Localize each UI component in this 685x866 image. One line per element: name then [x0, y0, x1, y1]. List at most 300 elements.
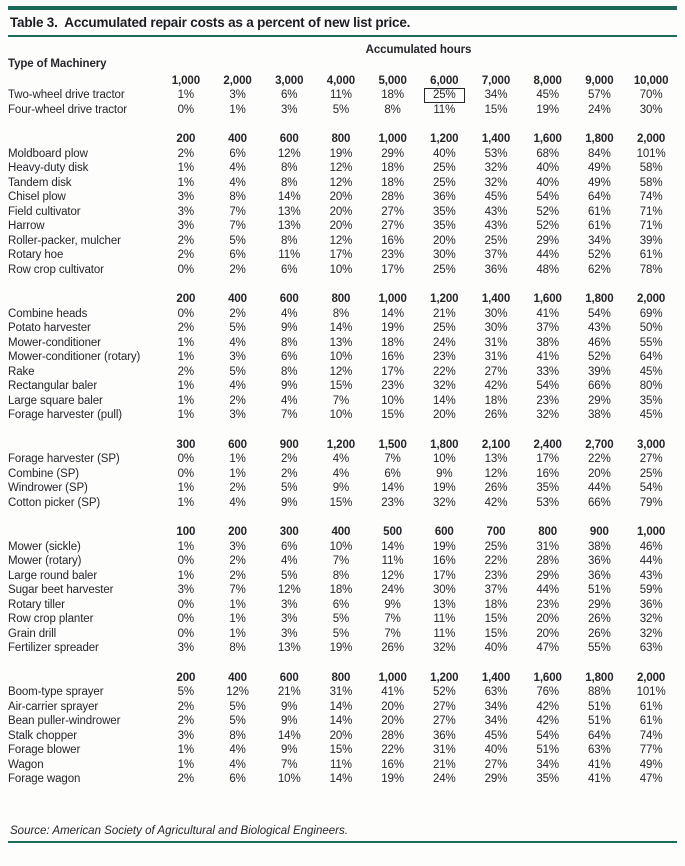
value-cell: 5% [281, 482, 298, 494]
value-cell: 30% [484, 307, 508, 320]
value-cell: 3% [229, 409, 246, 421]
value-cell: 5% [229, 715, 246, 727]
value-cell: 52% [588, 351, 611, 363]
value-cell: 1% [177, 89, 195, 101]
value-cell: 12% [329, 234, 353, 247]
value-cell: 8% [229, 191, 246, 203]
value-cell: 13% [277, 205, 301, 218]
hours-header-cell: 9,000 [585, 74, 614, 87]
value-cell: 18% [381, 89, 404, 101]
value-cell: 3% [177, 729, 195, 742]
value-cell: 6% [229, 773, 246, 785]
value-cell: 40% [484, 642, 508, 654]
value-cell: 26% [484, 409, 508, 421]
value-cell: 32% [432, 496, 456, 509]
value-cell: 3% [229, 351, 246, 363]
value-cell: 33% [536, 365, 560, 378]
hours-header-cell: 200 [176, 133, 196, 145]
value-cell: 24% [588, 103, 611, 116]
value-cell: 27% [484, 758, 508, 771]
value-cell: 43% [639, 569, 663, 582]
value-cell: 23% [432, 351, 456, 363]
value-cell: 0% [177, 467, 195, 480]
value-cell: 14% [329, 773, 353, 785]
value-cell: 4% [229, 336, 246, 349]
hours-header-cell: 800 [331, 133, 351, 145]
value-cell: 11% [433, 627, 456, 640]
value-cell: 13% [277, 642, 301, 654]
value-cell: 71% [639, 220, 663, 232]
value-cell: 1% [229, 598, 246, 611]
machinery-label: Boom-type sprayer [8, 686, 104, 698]
hours-header-cell: 1,400 [481, 671, 511, 684]
value-cell: 58% [639, 176, 663, 189]
value-cell: 9% [281, 380, 298, 392]
table-row [8, 349, 677, 364]
value-cell: 51% [588, 584, 611, 596]
value-cell: 5% [332, 627, 350, 640]
value-cell: 16% [381, 351, 404, 363]
hours-header-cell: 1,000 [636, 526, 666, 538]
table-body [8, 70, 677, 785]
value-cell: 13% [484, 453, 508, 465]
machinery-label: Forage harvester (SP) [8, 453, 120, 465]
value-cell: 0% [177, 598, 195, 611]
value-cell: 54% [639, 482, 663, 494]
value-cell: 3% [177, 205, 195, 218]
value-cell: 20% [381, 700, 404, 713]
bottom-rule [8, 841, 677, 843]
value-cell: 9% [384, 598, 401, 611]
hours-header-row [8, 509, 677, 539]
value-cell: 41% [381, 686, 404, 698]
value-cell: 5% [177, 686, 195, 698]
type-header-row [8, 56, 677, 71]
value-cell: 61% [639, 715, 663, 727]
value-cell: 22% [484, 555, 508, 567]
value-cell: 1% [177, 496, 195, 509]
value-cell: 54% [536, 191, 560, 203]
value-cell: 25% [484, 540, 508, 553]
value-cell: 16% [536, 467, 560, 480]
value-cell: 1% [177, 162, 195, 174]
table-row [8, 320, 677, 335]
value-cell: 61% [639, 249, 663, 261]
value-cell: 29% [536, 569, 560, 582]
value-cell: 20% [329, 729, 353, 742]
value-cell: 8% [229, 729, 246, 742]
machinery-label: Two-wheel drive tractor [8, 89, 125, 101]
table-row [8, 87, 677, 102]
value-cell: 32% [432, 380, 456, 392]
value-cell: 38% [588, 409, 611, 421]
value-cell: 2% [281, 467, 298, 480]
value-cell: 5% [332, 613, 350, 625]
table-row [8, 101, 677, 116]
hours-header-row [8, 654, 677, 684]
value-cell: 37% [484, 584, 508, 596]
value-cell: 1% [177, 394, 195, 407]
machinery-label: Fertilizer spreader [8, 642, 99, 654]
value-cell: 101% [636, 147, 666, 160]
value-cell: 4% [229, 380, 246, 392]
value-cell: 42% [484, 496, 508, 509]
value-cell: 34% [484, 715, 508, 727]
value-cell: 74% [639, 191, 663, 203]
value-cell: 0% [177, 263, 195, 276]
hours-header-cell: 1,800 [430, 438, 459, 451]
value-cell: 8% [281, 365, 298, 378]
value-cell: 4% [281, 394, 298, 407]
value-cell: 29% [588, 394, 611, 407]
value-cell: 17% [536, 453, 560, 465]
hours-header-cell: 1,800 [585, 133, 614, 145]
value-cell: 25% [432, 322, 456, 334]
value-cell: 1% [177, 351, 195, 363]
hours-header-cell: 1,800 [585, 293, 614, 305]
hours-header-cell: 1,200 [430, 133, 459, 145]
value-cell: 3% [177, 584, 195, 596]
value-cell: 15% [329, 496, 353, 509]
machinery-label: Row crop planter [8, 613, 94, 625]
machinery-label: Sugar beet harvester [8, 584, 114, 596]
value-cell: 2% [177, 365, 195, 378]
value-cell: 21% [432, 307, 456, 320]
machinery-label: Forage harvester (pull) [8, 409, 123, 421]
hours-header-cell: 4,000 [326, 74, 356, 87]
value-cell: 52% [432, 686, 456, 698]
value-cell: 0% [177, 555, 195, 567]
value-cell: 35% [639, 394, 663, 407]
value-cell: 8% [281, 176, 298, 189]
value-cell: 13% [329, 336, 353, 349]
value-cell: 15% [484, 613, 508, 625]
value-cell: 3% [229, 540, 246, 553]
value-cell: 54% [536, 380, 560, 392]
value-cell: 26% [381, 642, 404, 654]
value-cell: 74% [639, 729, 663, 742]
table-row [8, 247, 677, 262]
value-cell: 44% [536, 249, 560, 261]
value-cell: 23% [381, 249, 404, 261]
value-cell: 20% [588, 467, 611, 480]
hours-header-cell: 600 [279, 293, 299, 305]
hours-header-cell: 400 [228, 671, 247, 684]
value-cell: 10% [329, 409, 353, 421]
value-cell: 34% [484, 700, 508, 713]
value-cell: 1% [177, 569, 195, 582]
machinery-label: Roller-packer, mulcher [8, 234, 121, 247]
value-cell: 27% [432, 715, 456, 727]
value-cell: 54% [588, 307, 611, 320]
machinery-label: Combine (SP) [8, 467, 80, 480]
hours-header-cell: 600 [279, 671, 299, 684]
value-cell: 9% [281, 496, 298, 509]
value-cell: 53% [536, 496, 560, 509]
value-cell: 32% [484, 176, 508, 189]
hours-header-spacer [8, 421, 160, 451]
hours-header-cell: 400 [228, 293, 247, 305]
value-cell: 10% [432, 453, 456, 465]
value-cell: 14% [381, 482, 404, 494]
value-cell: 2% [177, 700, 195, 713]
hours-header-cell: 2,400 [533, 438, 562, 451]
value-cell: 18% [381, 176, 404, 189]
value-cell: 20% [536, 627, 560, 640]
value-cell: 41% [536, 351, 560, 363]
value-cell: 12% [277, 584, 301, 596]
value-cell: 11% [381, 555, 404, 567]
value-cell: 31% [536, 540, 560, 553]
value-cell: 5% [281, 569, 298, 582]
value-cell: 5% [229, 365, 246, 378]
hours-header-cell: 300 [279, 526, 299, 538]
table-row [8, 582, 677, 597]
value-cell: 2% [177, 234, 195, 247]
value-cell: 45% [484, 191, 508, 203]
value-cell: 34% [484, 89, 508, 101]
table-row [8, 625, 677, 640]
table-row [8, 567, 677, 582]
machinery-label: Rotary hoe [8, 249, 64, 261]
value-cell: 25% [432, 176, 456, 189]
value-cell: 27% [639, 453, 663, 465]
value-cell: 52% [536, 220, 560, 232]
machinery-label: Wagon [8, 758, 44, 771]
value-cell: 40% [536, 176, 560, 189]
value-cell: 41% [536, 307, 560, 320]
value-cell: 3% [177, 220, 195, 232]
value-cell: 42% [536, 715, 560, 727]
value-cell: 20% [432, 234, 456, 247]
value-cell: 17% [381, 263, 404, 276]
value-cell: 1% [177, 540, 195, 553]
value-cell: 36% [484, 263, 508, 276]
value-cell: 2% [229, 394, 246, 407]
value-cell: 23% [536, 394, 560, 407]
value-cell: 29% [381, 147, 404, 160]
hours-header-cell: 100 [176, 526, 196, 538]
value-cell: 2% [177, 322, 195, 334]
value-cell: 6% [229, 147, 246, 160]
hours-header-cell: 8,000 [533, 74, 562, 87]
value-cell: 1% [177, 744, 195, 756]
value-cell: 14% [277, 191, 301, 203]
value-cell: 11% [433, 103, 456, 116]
value-cell: 26% [588, 627, 611, 640]
table-row [8, 232, 677, 247]
hours-header-cell: 7,000 [481, 74, 511, 87]
value-cell: 10% [329, 540, 353, 553]
hours-header-row [8, 116, 677, 146]
machinery-label: Rectangular baler [8, 380, 98, 392]
hours-header-cell: 1,600 [533, 671, 562, 684]
machinery-label: Large square baler [8, 394, 103, 407]
value-cell: 46% [639, 540, 663, 553]
hours-header-spacer [8, 70, 160, 87]
value-cell: 40% [536, 162, 560, 174]
value-cell: 2% [281, 453, 298, 465]
value-cell: 36% [432, 729, 456, 742]
machinery-label: Four-wheel drive tractor [8, 103, 128, 116]
value-cell: 19% [329, 642, 353, 654]
value-cell: 45% [639, 365, 663, 378]
hours-header-cell: 1,000 [171, 74, 200, 87]
value-cell: 4% [229, 496, 246, 509]
value-cell: 5% [229, 234, 246, 247]
value-cell: 40% [484, 744, 508, 756]
machinery-label: Heavy-duty disk [8, 162, 89, 174]
value-cell: 84% [588, 147, 611, 160]
table-row [8, 684, 677, 699]
value-cell: 8% [281, 162, 298, 174]
value-cell: 18% [329, 584, 353, 596]
machinery-label: Stalk chopper [8, 729, 78, 742]
value-cell: 19% [381, 773, 404, 785]
value-cell: 14% [329, 322, 353, 334]
machinery-label: Field cultivator [8, 205, 81, 218]
value-cell: 2% [229, 307, 246, 320]
value-cell: 66% [588, 380, 611, 392]
value-cell: 49% [639, 758, 663, 771]
hours-header-cell: 700 [486, 526, 506, 538]
value-cell: 32% [536, 409, 560, 421]
value-cell: 4% [229, 176, 246, 189]
value-cell: 39% [639, 234, 663, 247]
hours-header-cell: 600 [228, 438, 247, 451]
hours-header-cell: 600 [279, 133, 299, 145]
machinery-label: Large round baler [8, 569, 98, 582]
value-cell: 49% [588, 176, 611, 189]
value-cell: 35% [432, 220, 456, 232]
value-cell: 1% [229, 103, 246, 116]
value-cell: 7% [229, 205, 246, 218]
value-cell: 7% [332, 394, 350, 407]
table-row [8, 480, 677, 495]
value-cell: 9% [332, 482, 350, 494]
value-cell: 12% [329, 365, 353, 378]
value-cell: 49% [588, 162, 611, 174]
value-cell: 6% [281, 351, 298, 363]
value-cell: 10% [329, 263, 353, 276]
value-cell: 64% [639, 351, 663, 363]
value-cell: 2% [177, 773, 195, 785]
value-cell: 14% [381, 307, 404, 320]
repair-cost-table [8, 41, 677, 785]
value-cell: 64% [588, 729, 611, 742]
hours-header-cell: 900 [589, 526, 609, 538]
value-cell: 19% [432, 540, 456, 553]
value-cell: 13% [432, 598, 456, 611]
value-cell: 31% [432, 744, 456, 756]
hours-header-cell: 1,800 [585, 671, 614, 684]
value-cell: 4% [281, 555, 298, 567]
value-cell: 4% [229, 162, 246, 174]
machinery-label: Windrower (SP) [8, 482, 88, 494]
hours-header-cell: 1,000 [378, 671, 407, 684]
machinery-label: Forage blower [8, 744, 81, 756]
table-row [8, 334, 677, 349]
value-cell: 71% [639, 205, 663, 218]
value-cell: 1% [177, 758, 195, 771]
value-cell: 11% [329, 89, 352, 101]
value-cell: 15% [329, 744, 353, 756]
machinery-label: Bean puller-windrower [8, 715, 121, 727]
hours-header-row [8, 70, 677, 87]
value-cell: 66% [588, 496, 611, 509]
value-cell: 50% [639, 322, 663, 334]
value-cell: 2% [229, 482, 246, 494]
machinery-label: Combine heads [8, 307, 88, 320]
hours-header-cell: 10,000 [633, 74, 669, 87]
hours-header-cell: 300 [176, 438, 196, 451]
value-cell: 20% [329, 191, 353, 203]
hours-header-cell: 1,200 [430, 293, 459, 305]
value-cell: 12% [381, 569, 404, 582]
value-cell: 14% [381, 540, 404, 553]
value-cell: 7% [332, 555, 350, 567]
value-cell: 26% [588, 613, 611, 625]
value-cell: 10% [329, 351, 353, 363]
hours-header-cell: 1,400 [481, 293, 511, 305]
machinery-label: Mower-conditioner [8, 336, 101, 349]
value-cell: 6% [281, 540, 298, 553]
value-cell: 15% [484, 103, 508, 116]
value-cell: 78% [639, 263, 663, 276]
value-cell: 7% [281, 758, 298, 771]
value-cell: 20% [536, 613, 560, 625]
group-header-spacer [8, 41, 160, 56]
value-cell: 80% [639, 380, 663, 392]
value-cell: 1% [177, 176, 195, 189]
value-cell: 31% [329, 686, 353, 698]
value-cell: 1% [177, 482, 195, 494]
value-cell: 18% [484, 598, 508, 611]
table-title: Table 3. Accumulated repair costs as a percent of new list price. [10, 15, 411, 30]
value-cell: 47% [639, 773, 663, 785]
machinery-label: Tandem disk [8, 176, 72, 189]
value-cell: 88% [588, 686, 611, 698]
value-cell: 52% [588, 249, 611, 261]
value-cell: 57% [588, 89, 611, 101]
value-cell: 3% [281, 103, 298, 116]
value-cell: 14% [329, 715, 353, 727]
hours-header-cell: 1,000 [378, 293, 407, 305]
hours-header-cell: 200 [176, 671, 196, 684]
value-cell: 47% [536, 642, 560, 654]
value-cell: 36% [588, 569, 611, 582]
value-cell: 0% [177, 453, 195, 465]
value-cell: 53% [484, 147, 508, 160]
value-cell: 5% [332, 103, 350, 116]
table-row [8, 698, 677, 713]
machinery-label: Air-carrier sprayer [8, 700, 99, 713]
value-cell: 8% [281, 234, 298, 247]
value-cell: 44% [588, 482, 611, 494]
value-cell: 30% [432, 584, 456, 596]
hours-header-cell: 1,600 [533, 133, 562, 145]
table-row [8, 218, 677, 233]
value-cell: 6% [281, 89, 298, 101]
hours-header-cell: 600 [434, 526, 454, 538]
value-cell: 17% [329, 249, 353, 261]
value-cell: 28% [536, 555, 560, 567]
value-cell: 55% [588, 642, 611, 654]
table-row [8, 756, 677, 771]
hours-header-cell: 1,200 [326, 438, 356, 451]
hours-header-spacer [8, 509, 160, 539]
value-cell: 34% [588, 234, 611, 247]
